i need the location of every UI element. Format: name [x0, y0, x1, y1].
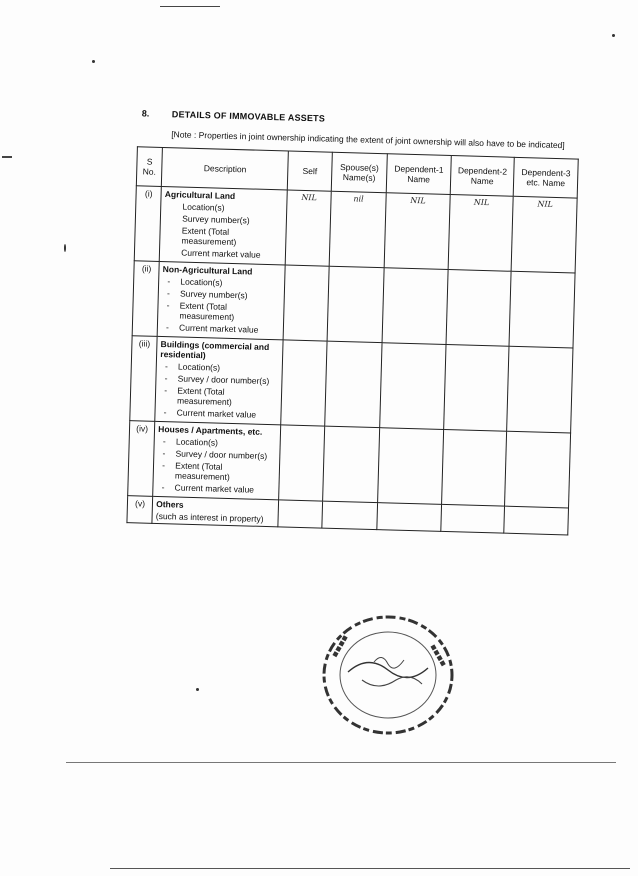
header-sno: S No.	[136, 147, 162, 187]
scan-speck	[196, 688, 199, 691]
row-items	[159, 361, 280, 420]
value-dependent-1	[378, 428, 444, 505]
list-item: - Extent (Total measurement)	[157, 460, 277, 483]
official-seal-stamp	[318, 610, 458, 740]
section-title: DETAILS OF IMMOVABLE ASSETS	[171, 109, 326, 124]
svg-text:▪▪▪▪: ▪▪▪▪	[329, 633, 351, 660]
list-item: Location(s)	[182, 201, 225, 213]
list-item: - Survey / door number(s)	[160, 373, 279, 386]
svg-text:▪▪▪▪: ▪▪▪▪	[427, 642, 449, 669]
section-note: [Note : Properties in joint ownership indicating the extent of joint ownership will also have to be indicated]	[171, 129, 565, 151]
value-dependent-1	[380, 343, 446, 430]
scan-speck	[92, 60, 95, 63]
immovable-assets-table	[126, 146, 578, 535]
value-self	[278, 500, 322, 528]
row-category: Others	[156, 498, 184, 510]
header-self: Self	[288, 151, 332, 191]
list-item: - Current market value	[161, 322, 280, 335]
value-spouse	[324, 341, 382, 428]
table-row	[134, 186, 577, 273]
row-description	[153, 421, 281, 499]
value-dependent-3	[504, 506, 568, 535]
value-dependent-3	[505, 431, 571, 508]
scan-artifact-bottom	[110, 868, 630, 869]
row-category: Agricultural Land	[164, 189, 236, 202]
value-self	[279, 425, 324, 501]
header-dependent-3: Dependent-3 etc. Name	[514, 157, 579, 198]
value-self: NIL	[286, 190, 331, 266]
list-item: Extent (Total measurement)	[181, 225, 237, 248]
value-dependent-2	[441, 504, 505, 533]
list-item: - Current market value	[159, 407, 278, 420]
row-category: Buildings (commercial and residential)	[160, 339, 270, 361]
list-item: - Current market value	[157, 482, 276, 495]
row-number: (v)	[127, 496, 153, 524]
row-number: (iii)	[130, 336, 158, 422]
row-description	[159, 186, 287, 264]
row-category: Non-Agricultural Land	[162, 264, 253, 277]
value-self	[281, 340, 327, 426]
value-spouse	[327, 266, 385, 343]
scan-artifact-left	[2, 156, 12, 158]
row-description	[155, 336, 283, 424]
value-spouse	[322, 426, 380, 503]
list-item: - Survey number(s)	[162, 288, 281, 301]
row-description	[152, 496, 279, 527]
list-item: - Location(s)	[158, 436, 277, 449]
value-dependent-1: NIL	[384, 193, 450, 270]
row-number: (ii)	[132, 261, 159, 337]
list-item: - Extent (Total measurement)	[159, 385, 279, 408]
value-dependent-3	[507, 346, 573, 433]
document-section	[116, 108, 587, 536]
row-items	[157, 436, 278, 495]
value-dependent-2	[443, 344, 509, 431]
list-item: Current market value	[181, 247, 261, 260]
section-number: 8.	[141, 108, 150, 119]
list-item: - Survey / door number(s)	[157, 448, 276, 461]
table-row	[132, 261, 575, 348]
header-dependent-2: Dependent-2 Name	[450, 156, 515, 197]
scan-artifact-bottom	[66, 762, 616, 763]
row-number: (i)	[134, 186, 161, 262]
list-item: Survey number(s)	[182, 213, 250, 226]
row-number: (iv)	[128, 421, 155, 497]
row-items	[163, 201, 284, 260]
table-row	[130, 336, 573, 433]
value-dependent-2	[441, 429, 507, 506]
row-items	[161, 276, 282, 335]
value-dependent-1	[377, 503, 441, 532]
scan-speck	[612, 34, 615, 37]
value-dependent-2: NIL	[448, 195, 514, 272]
value-dependent-2	[446, 269, 512, 346]
value-self	[283, 265, 328, 341]
value-dependent-3	[509, 271, 575, 348]
value-spouse: nil	[329, 191, 387, 268]
header-dependent-1: Dependent-1 Name	[386, 154, 451, 195]
value-dependent-3: NIL	[511, 196, 577, 273]
list-item: - Extent (Total measurement)	[161, 300, 281, 323]
value-dependent-1	[382, 268, 448, 345]
table-row	[128, 421, 571, 508]
scan-artifact-top	[160, 6, 220, 7]
value-spouse	[322, 501, 378, 530]
header-spouse: Spouse(s) Name(s)	[331, 152, 388, 193]
row-description	[157, 261, 285, 339]
scan-speck	[64, 244, 66, 252]
list-item: - Location(s)	[160, 361, 279, 374]
row-note: (such as interest in property)	[155, 510, 264, 524]
row-category: Houses / Apartments, etc.	[158, 423, 263, 437]
header-description: Description	[162, 147, 289, 190]
list-item: - Location(s)	[162, 276, 281, 289]
